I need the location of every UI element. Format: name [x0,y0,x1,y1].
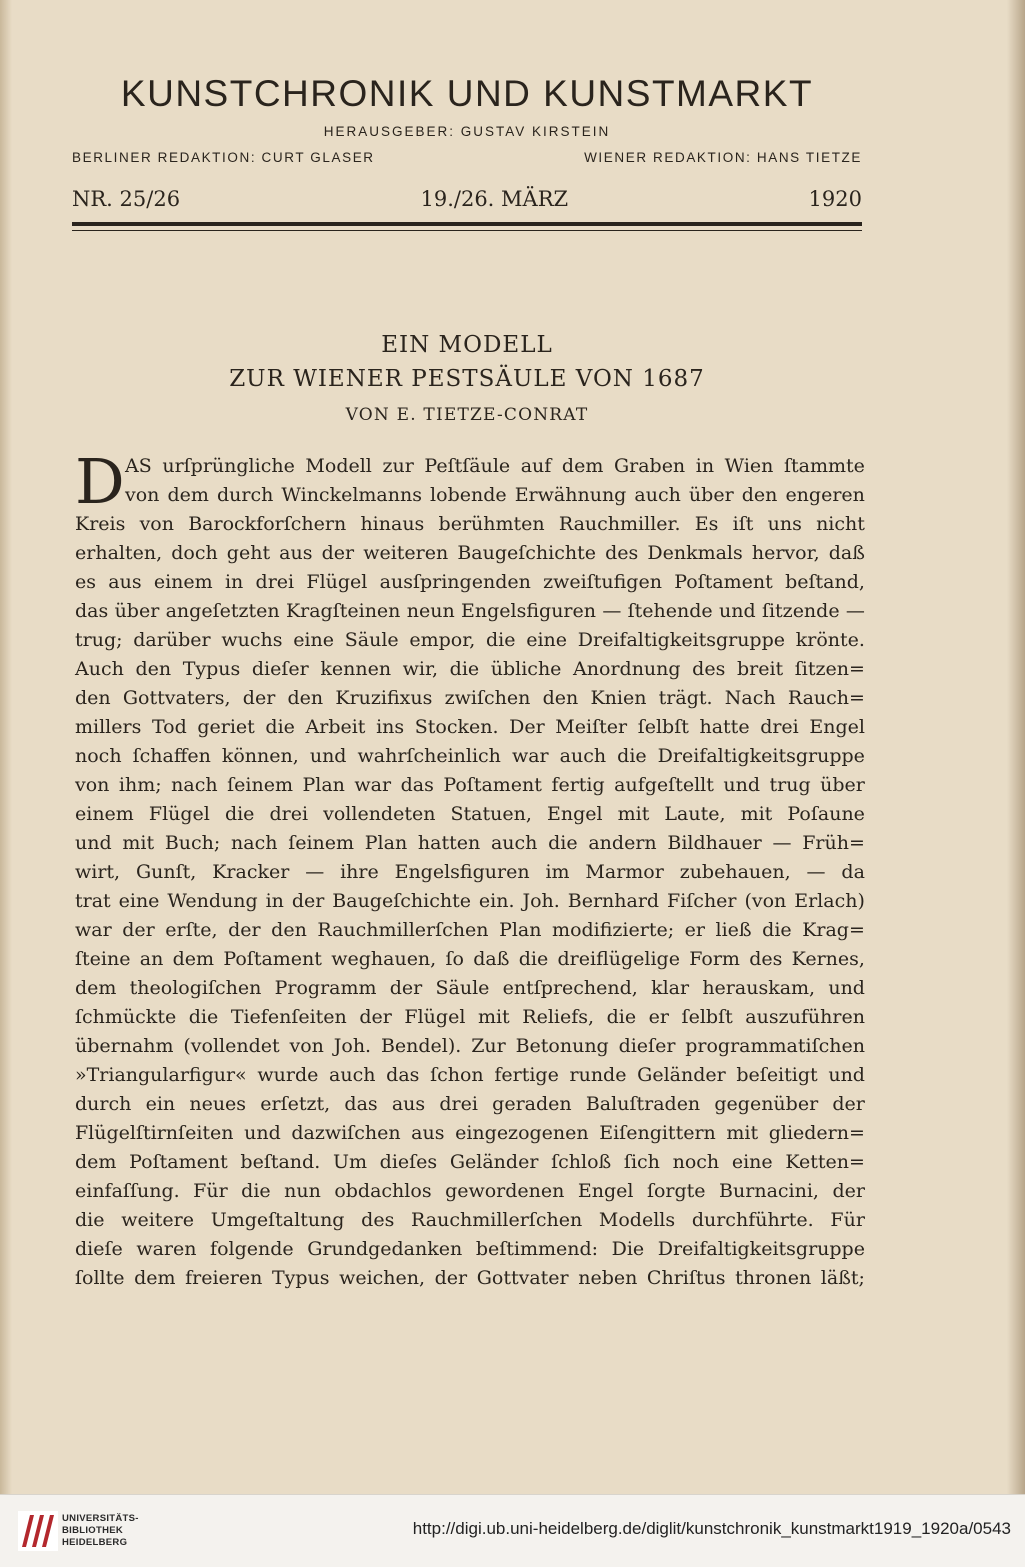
journal-title: KUNSTCHRONIK UND KUNSTMARKT [120,73,814,114]
library-line1: UNIVERSITÄTS- [62,1513,139,1524]
body-line: einem Flügel die drei vollendeten Statuen, Engel mit Laute, mit Poſaune [75,803,865,825]
article-heading [72,328,862,428]
library-line2: BIBLIOTHEK [62,1525,124,1536]
body-line: durch ein neues erſetzt, das aus drei geraden Baluſtraden gegenüber der [75,1093,865,1115]
body-line: AS urſprüngliche Modell zur Peſtſäule auf dem Graben in Wien ſtammte [125,455,865,477]
body-line: Kreis von Barockforſchern hinaus berühmten Rauchmiller. Es iſt uns nicht [75,513,865,535]
body-line: ſchmückte die Tiefenſeiten der Flügel mit Reliefs, die er ſelbſt auszuführen [75,1006,865,1028]
vienna-editor: WIENER REDAKTION: HANS TIETZE [584,150,862,165]
issue-number: NR. 25/26 [72,187,181,211]
body-line: von ihm; nach ſeinem Plan war das Poſtament fertig aufgeſtellt und trug über [75,774,865,796]
article-author: VON E. TIETZE-CONRAT [345,405,589,425]
library-name [62,1513,139,1549]
body-line: die weitere Umgeſtaltung des Rauchmillerſchen Modells durchführte. Für [75,1209,865,1231]
body-line: millers Tod geriet die Arbeit ins Stocken. Der Meiſter ſelbſt hatte drei Engel [75,716,865,738]
article-title-line1: EIN MODELL [381,332,553,358]
body-line: ſteine an dem Poſtament weghauen, ſo daß die dreiflügelige Form des Kernes, [75,948,865,970]
body-line: es aus einem in drei Flügel ausſpringenden zweiſtufigen Poſtament beſtand, [75,571,865,593]
issue-date: 19./26. MÄRZ [420,187,569,211]
body-line: dem Poſtament beſtand. Um dieſes Geländer ſchloß ſich noch eine Ketten= [75,1151,865,1173]
body-line: und mit Buch; nach ſeinem Plan hatten auch die andern Bildhauer — Früh= [75,832,865,854]
issue-year: 1920 [808,187,862,211]
body-line: das über angeſetzten Kragſteinen neun Engelsfiguren — ſtehende und ſitzende — [75,600,865,622]
body-line: übernahm (vollendet von Joh. Bendel). Zur Betonung dieſer programmatiſchen [75,1035,865,1057]
body-line: von dem durch Winckelmanns lobende Erwähnung auch über den engeren [125,484,865,506]
body-line: dieſe waren folgende Grundgedanken beſtimmend: Die Dreifaltigkeitsgruppe [75,1238,865,1260]
body-line: den Gottvaters, der den Kruzifixus zwiſchen den Knien trägt. Nach Rauch= [75,687,865,709]
body-line: trug; darüber wuchs eine Säule empor, die eine Dreifaltigkeitsgruppe krönte. [75,629,865,651]
body-line: Flügelſtirnſeiten und dazwiſchen aus eingezogenen Eiſengittern mit gliedern= [75,1122,865,1144]
berlin-editor: BERLINER REDAKTION: CURT GLASER [72,150,375,165]
article-body [75,445,865,1293]
body-line: »Triangularfigur« wurde auch das ſchon fertige runde Geländer beſeitigt und [75,1064,865,1086]
header-rule-thick [72,222,862,226]
library-line3: HEIDELBERG [62,1537,128,1548]
body-line: dem theologiſchen Programm der Säule entſprechend, klar herauskam, und [75,977,865,999]
body-line: ſollte dem freieren Typus weichen, der Gottvater neben Chriſtus thronen läßt; [75,1267,865,1289]
editors-row [72,148,862,168]
drop-cap: D [75,445,125,518]
university-library-logo-icon [18,1511,58,1551]
source-url-link[interactable]: http://digi.ub.uni-heidelberg.de/diglit/kunstchronik_kunstmarkt1919_1920a/0543 [412,1519,1011,1538]
body-line: erhalten, doch geht aus der weiteren Baugeſchichte des Denkmals hervor, daß [75,542,865,564]
page-edge-left [0,0,12,1494]
header-rule-thin [72,230,862,231]
body-line: noch ſchaffen können, und wahrſcheinlich war auch die Dreifaltigkeitsgruppe [75,745,865,767]
body-line: einfaſſung. Für die nun obdachlos gewordenen Engel ſorgte Burnacini, der [75,1180,865,1202]
body-line: war der erſte, der den Rauchmillerſchen Plan modifizierte; er ließ die Krag= [75,919,865,941]
body-line: Auch den Typus dieſer kennen wir, die übliche Anordnung des breit ſitzen= [75,658,865,680]
body-line: wirt, Gunſt, Kracker — ihre Engelsfiguren im Marmor zubehauen, — da [75,861,865,883]
body-line: trat eine Wendung in der Baugeſchichte ein. Joh. Bernhard Fiſcher (von Erlach) [75,890,865,912]
publisher-line: HERAUSGEBER: GUSTAV KIRSTEIN [323,124,611,139]
footer-bar [0,1494,1025,1567]
issue-row [72,184,862,214]
page-edge-right [1007,0,1025,1494]
article-title-line2: ZUR WIENER PESTSÄULE VON 1687 [229,366,705,392]
masthead [72,72,862,168]
